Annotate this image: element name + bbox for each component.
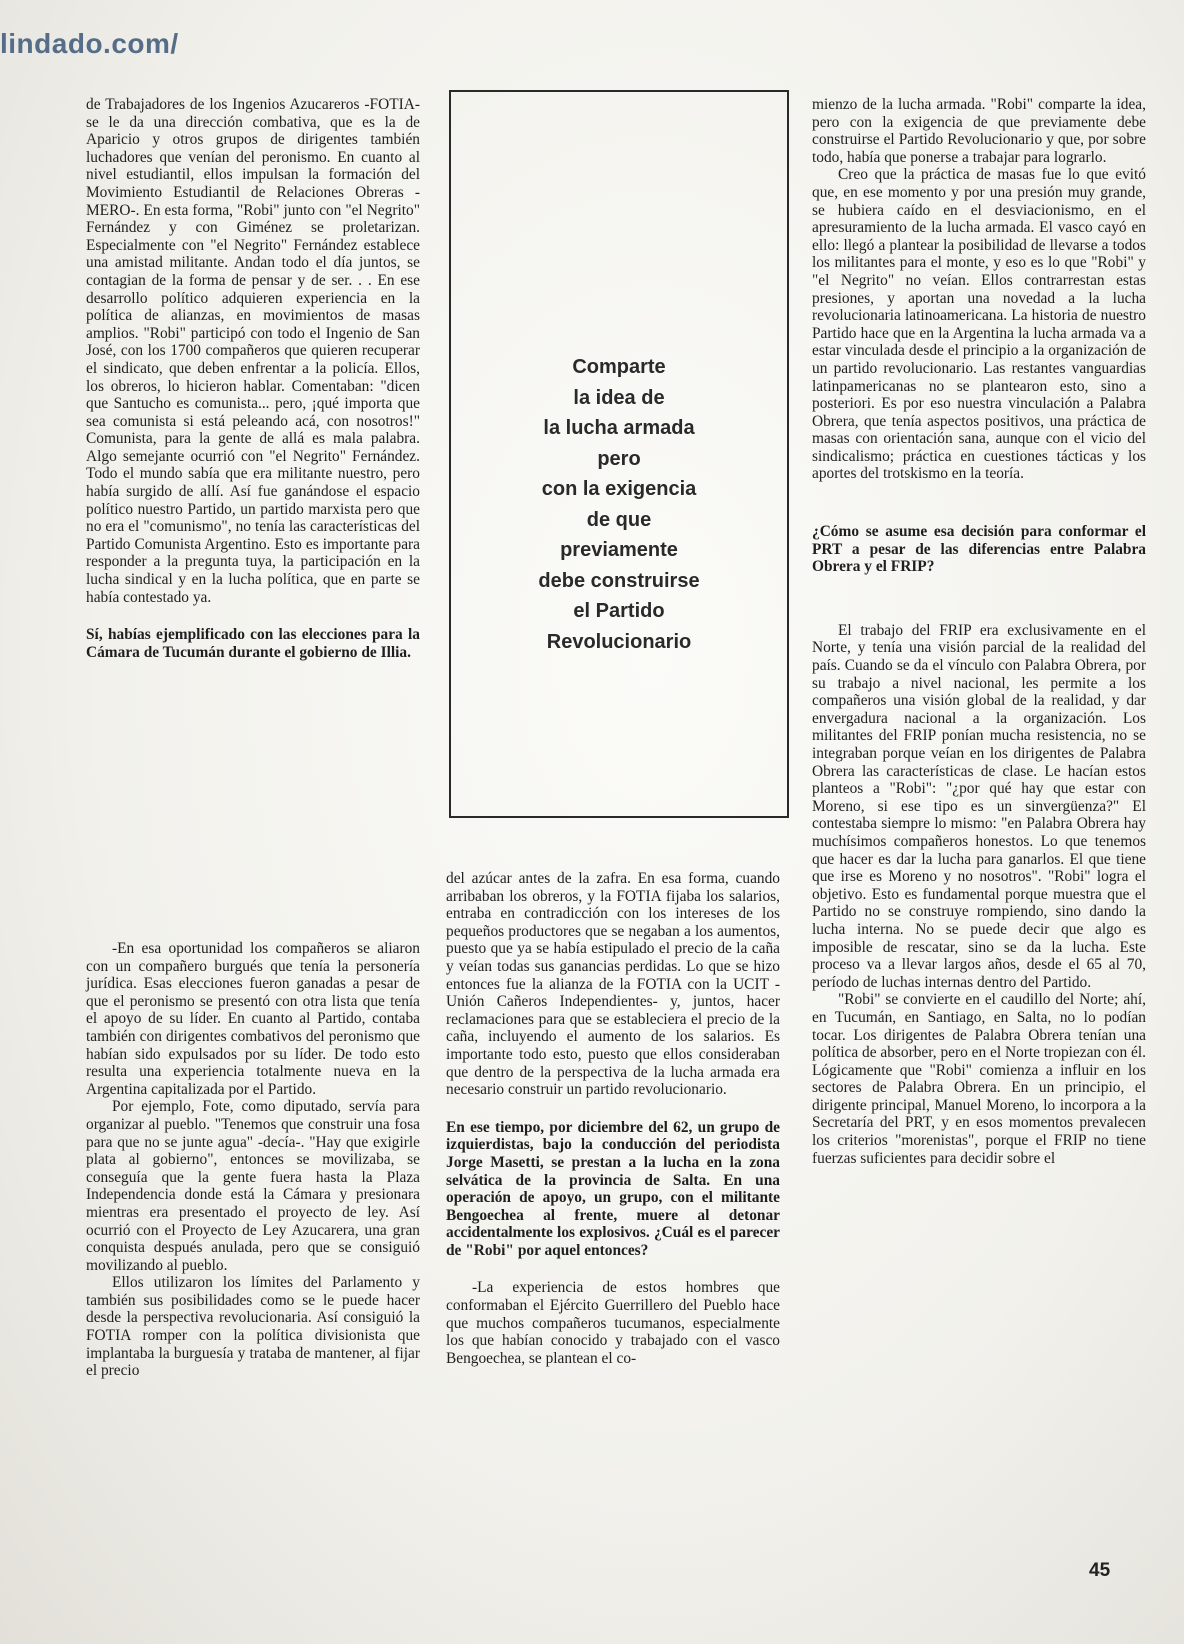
pull-quote-line: de que [586, 508, 652, 531]
question-paragraph: Sí, habías ejemplificado con las elecciones para la Cámara de Tucumán durante el gobierno de Illia. [86, 626, 420, 661]
pull-quote-line: previamente [560, 539, 678, 561]
pull-quote-line: la idea de [573, 386, 665, 409]
pull-quote-line: pero [597, 447, 641, 470]
watermark-text: lindado.com/ [0, 28, 179, 59]
paragraph: "Robi" se convierte en el caudillo del Norte; ahí, en Tucumán, en Santiago, en Salta, no lo podían tocar. Los dirigentes de Palabra Obrera tenían una política de absorber, pero en el Norte tropiezan con él. Lógicamente que "Robi" comienza a influir en los sectores de Palabra Obrera. En un principio, el dirigente principal, Manuel Moreno, lo incorpora a la Secretaría del PRT, y en esos momentos prevalecen los criterios "morenistas", porque el FRIP no tiene fuerzas suficientes para decidir sobre el [812, 991, 1146, 1167]
pull-quote-line: el Partido [573, 600, 665, 622]
question-paragraph: En ese tiempo, por diciembre del 62, un grupo de izquierdistas, bajo la conducción del periodista Jorge Masetti, se prestan a la lucha en la zona selvática de la provincia de Salta. En una operación de apoyo, un grupo, con el militante Bengoechea al frente, muere al detonar accidentalmente los explosivos. ¿Cuál es el parecer de "Robi" por aquel entonces? [446, 1118, 780, 1259]
pull-quote-line: Revolucionario [546, 630, 692, 653]
page-number: 45 [1089, 1560, 1111, 1581]
paragraph: -En esa oportunidad los compañeros se aliaron con un compañero burgués que tenía la personería jurídica. Esas elecciones fueron ganadas a pesar de que el peronismo se presentó con otra lista que tenía el apoyo de su líder. En cuanto al Partido, contaba también con dirigentes combativos del peronismo que habían sido expulsados por su líder. De todo esto resulta una experiencia totalmente nueva en la Argentina capitalizada por el Partido. [86, 940, 420, 1098]
pull-quote-line: debe construirse [538, 569, 700, 592]
paragraph: mienzo de la lucha armada. "Robi" comparte la idea, pero con la exigencia de que previamente debe construirse el Partido Revolucionario y que, por sobre todo, había que ponerse a trabajar para lograrlo. [812, 96, 1146, 166]
question-paragraph: ¿Cómo se asume esa decisión para conformar el PRT a pesar de las diferencias entre Palabra Obrera y el FRIP? [812, 523, 1146, 576]
pull-quote-line: Comparte [572, 356, 666, 378]
pull-quote-line: con la exigencia [541, 478, 697, 500]
paragraph: del azúcar antes de la zafra. En esa forma, cuando arribaban los obreros, y la FOTIA fijaba los salarios, entraba en contradicción con los intereses de los pequeños productores que se negaban a los aumentos, puesto que ya se había estipulado el precio de la caña y veían todas sus ganancias perdidas. Lo que se hizo entonces fue la alianza de la FOTIA con la UCIT -Unión Cañeros Independientes- y, juntos, hacer reclamaciones para que se estableciera el precio de la caña, incluyendo el aumento de los salarios. Es importante todo esto, puesto que ellos consideraban que dentro de la perspectiva de la lucha armada era necesario construir un partido revolucionario. [446, 870, 780, 1099]
paragraph: El trabajo del FRIP era exclusivamente en el Norte, y tenía una visión parcial de la realidad del país. Cuando se da el vínculo con Palabra Obrera, por su trabajo a nivel nacional, les permite a los compañeros una visión global de la realidad, y dar envergadura nacional a la organización. Los militantes del FRIP ponían mucha resistencia, no se integraban porque veían en los dirigentes de Palabra Obrera las características de clase. Le hacían estos planteos a "Robi": "¿por qué hay que estar con Moreno, si ese tipo es un sinvergüenza?" El contestaba siempre lo mismo: "en Palabra Obrera hay muchísimos compañeros honestos. Lo que tenemos que hacer es dar la lucha para ganarlos. El que tiene que irse es Moreno y no nosotros". "Robi" logra el objetivo. Esto es fundamental porque muestra que el Partido no se construye rompiendo, sino dando la lucha interna. No se puede decir que algo es imposible de rescatar, sino se da la lucha. Este proceso va a llevar largos años, desde el 65 al 70, período de luchas internas dentro del Partido. [812, 621, 1146, 991]
paragraph: Por ejemplo, Fote, como diputado, servía para organizar al pueblo. "Tenemos que construir una fosa para que no se junte agua" -decía-. "Hay que exigirle plata al gobierno", entonces se movilizaba, se conseguía que la gente fuera hasta la Plaza Independencia donde está la Cámara y presionara mientras era presentado el proyecto de ley. Así ocurrió con el Proyecto de Ley Azucarera, una gran conquista después anulada, pero que se consiguió movilizando al pueblo. [86, 1098, 420, 1274]
column-3 [812, 96, 1146, 1167]
paragraph: de Trabajadores de los Ingenios Azucareros -FOTIA- se le da una dirección combativa, que es la de Aparicio y otros grupos de dirigentes también luchadores que venían del peronismo. En cuanto al nivel estudiantil, ellos impulsan la formación del Movimiento Estudiantil de Relaciones Obreras -MERO-. En esta forma, "Robi" junto con "el Negrito" Fernández y con Giménez se proletarizan. Especialmente con "el Negrito" Fernández establece una amistad militante. Andan todo el día juntos, se contagian de la forma de pensar y de ser. . . En ese desarrollo político adquieren experiencia en la política de alianzas, en movimientos de masas amplios. "Robi" participó con todo el Ingenio de San José, con los 1700 compañeros que quieren recuperar el sindicato, que deben enfrentar a la policía. Ellos, los obreros, lo hicieron hablar. Comentaban: "dicen que Santucho es comunista... pero, ¡qué importa que sea comunista si está peleando acá, con nosotros!" Comunista, para la gente de allá es mala palabra. Algo semejante ocurrió con "el Negrito" Fernández. Todo el mundo sabía que era militante nuestro, pero había surgido de allí. Así fue ganándose el espacio político nuestro Partido, un partido marxista pero que no era el "comunismo", no tenía las características del Partido Comunista Argentino. Esto es importante para responder a la pregunta tuya, la participación en la lucha sindical y en la lucha política, que en parte se había contestado ya. [86, 96, 420, 606]
pull-quote-line: la lucha armada [543, 417, 695, 439]
paragraph: Creo que la práctica de masas fue lo que evitó que, en ese momento y por una presión muy grande, se hubiera caído en el desviacionismo, en el apresuramiento de la lucha armada. El vasco cayó en ello: llegó a plantear la posibilidad de llevarse a todos los militantes para el monte, y eso es lo que "Robi" y "el Negrito" no veían. Ellos contrarrestan estas presiones, y aportan una novedad a la lucha revolucionaria latinoamericana. La historia de nuestro Partido hace que en la Argentina la lucha armada va a estar vinculada desde el principio a la organización de un partido revolucionario. Las restantes vanguardias latinpamericanas no se plantearon esto, sino a posteriori. Es por eso nuestra vinculación a Palabra Obrera, que tenía aspectos positivos, una práctica de masas con orientación sana, aunque con el vicio del sindicalismo; práctica en cuestiones tácticas y los aportes del trotskismo en la teoría. [812, 166, 1146, 483]
pull-quote [451, 352, 787, 657]
column-1-bottom [86, 940, 420, 1380]
column-2 [446, 870, 780, 1367]
paragraph: -La experiencia de estos hombres que conformaban el Ejército Guerrillero del Pueblo hace que muchos compañeros tucumanos, especialmente los que habían conocido y trabajado con el vasco Bengoechea, se plantean el co- [446, 1279, 780, 1367]
paragraph: Ellos utilizaron los límites del Parlamento y también sus posibilidades como se le puede hacer desde la perspectiva revolucionaria. Así consiguió la FOTIA romper con la política divisionista que implantaba la burguesía y trataba de mantener, al fijar el precio [86, 1274, 420, 1380]
pull-quote-box [449, 90, 789, 818]
column-1-top [86, 96, 420, 661]
